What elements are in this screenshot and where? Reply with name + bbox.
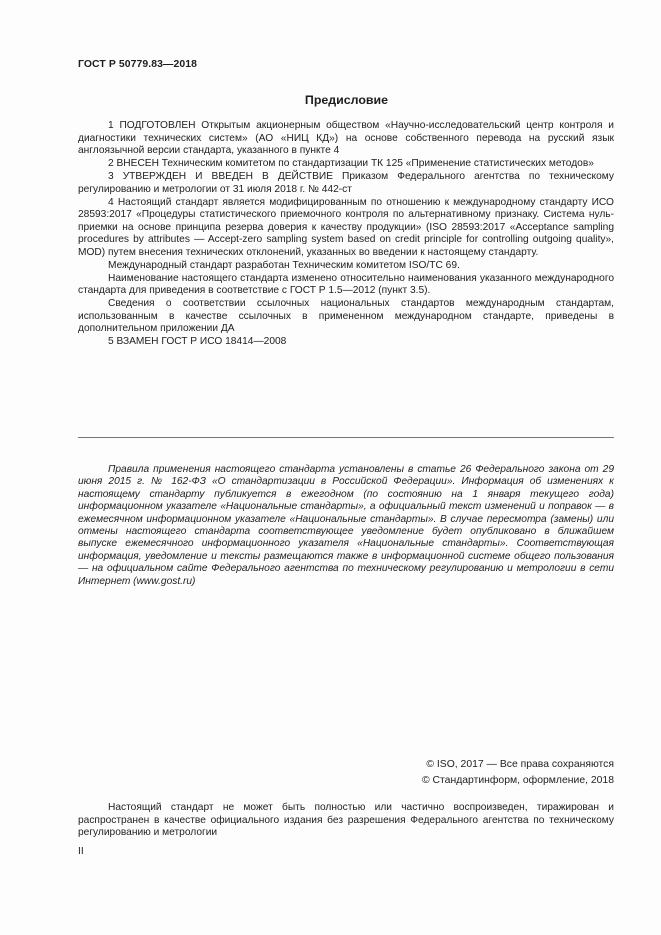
reproduction-notice: Настоящий стандарт не может быть полностью или частично воспроизведен, тиражирован и распространен в качестве официального издания без разрешения Федерального агентства по техническому регулированию и метрологии <box>78 802 614 838</box>
paragraph-prepared: 1 ПОДГОТОВЛЕН Открытым акционерным обществом «Научно-исследовательский центр контроля и диагностики технических систем» (АО «НИЦ КД») на основе собственного перевода на русский язык англоязычной версии стандарта, указанного в пункте 4 <box>78 120 614 156</box>
paragraph-references: Сведения о соответствии ссылочных национальных стандартов международным стандартам, использованным в качестве ссылочных в примененном международном стандарте, приведены в дополнительном приложении ДА <box>78 298 614 334</box>
copyright-iso: © ISO, 2017 — Все права сохраняются <box>426 759 614 770</box>
paragraph-developed-by: Международный стандарт разработан Техническим комитетом ISO/TC 69. <box>108 259 460 271</box>
paragraph-modified: 4 Настоящий стандарт является модифицированным по отношению к международному стандарту ИСО 28593:2017 «Процедуры статистического приемочного контроля по альтернативному признаку. Система нуль-приемки на основе принципа резерва доверия к качеству продукции» (ISO 28593:2017 «Acceptance sampling procedures by attributes — Accept-zero sampling system based on credit principle for controlling outgoing quality», MOD) путем внесения технических отклонений, указанных во введении к настоящему стандарту. <box>78 196 614 258</box>
page-number: II <box>78 846 84 857</box>
page-title: Предисловие <box>304 93 389 107</box>
reproduction-block <box>78 802 614 840</box>
section-divider <box>78 437 614 438</box>
document-code: ГОСТ Р 50779.83—2018 <box>78 59 197 70</box>
paragraph-approved: 3 УТВЕРЖДЕН И ВВЕДЕН В ДЕЙСТВИЕ Приказом Федерального агентства по техническому регулированию и метрологии от 31 июля 2018 г. № 442-ст <box>78 171 614 195</box>
foreword-body <box>78 120 614 349</box>
notice-text: Правила применения настоящего стандарта установлены в статье 26 Федерального закона от 29 июня 2015 г. № 162-ФЗ «О стандартизации в Российской Федерации». Информация об изменениях к настоящему стандарту публикуется в ежегодном (по состоянию на 1 января текущего года) информационном указателе «Национальные стандарты», а официальный текст изменений и поправок — в ежемесячном информационном указателе «Национальные стандарты». В случае пересмотра (замены) или отмены настоящего стандарта соответствующее уведомление будет опубликовано в ближайшем выпуске ежемесячного информационного указателя «Национальные стандарты». Соответствующая информация, уведомление и тексты размещаются также в информационной системе общего пользования — на официальном сайте Федерального агентства по техническому регулированию и метрологии в сети Интернет (www.gost.ru) <box>78 464 614 587</box>
paragraph-submitted: 2 ВНЕСЕН Техническим комитетом по стандартизации ТК 125 «Применение статистических методов» <box>108 158 594 169</box>
copyright-block <box>422 757 614 789</box>
copyright-standartinform: © Стандартинформ, оформление, 2018 <box>421 775 614 786</box>
paragraph-replaces: 5 ВЗАМЕН ГОСТ Р ИСО 18414—2008 <box>108 336 287 347</box>
application-rules-notice <box>78 464 614 588</box>
paragraph-name-changed: Наименование настоящего стандарта изменено относительно наименования указанного международного стандарта для приведения в соответствие с ГОСТ Р 1.5—2012 (пункт 3.5). <box>78 272 614 296</box>
